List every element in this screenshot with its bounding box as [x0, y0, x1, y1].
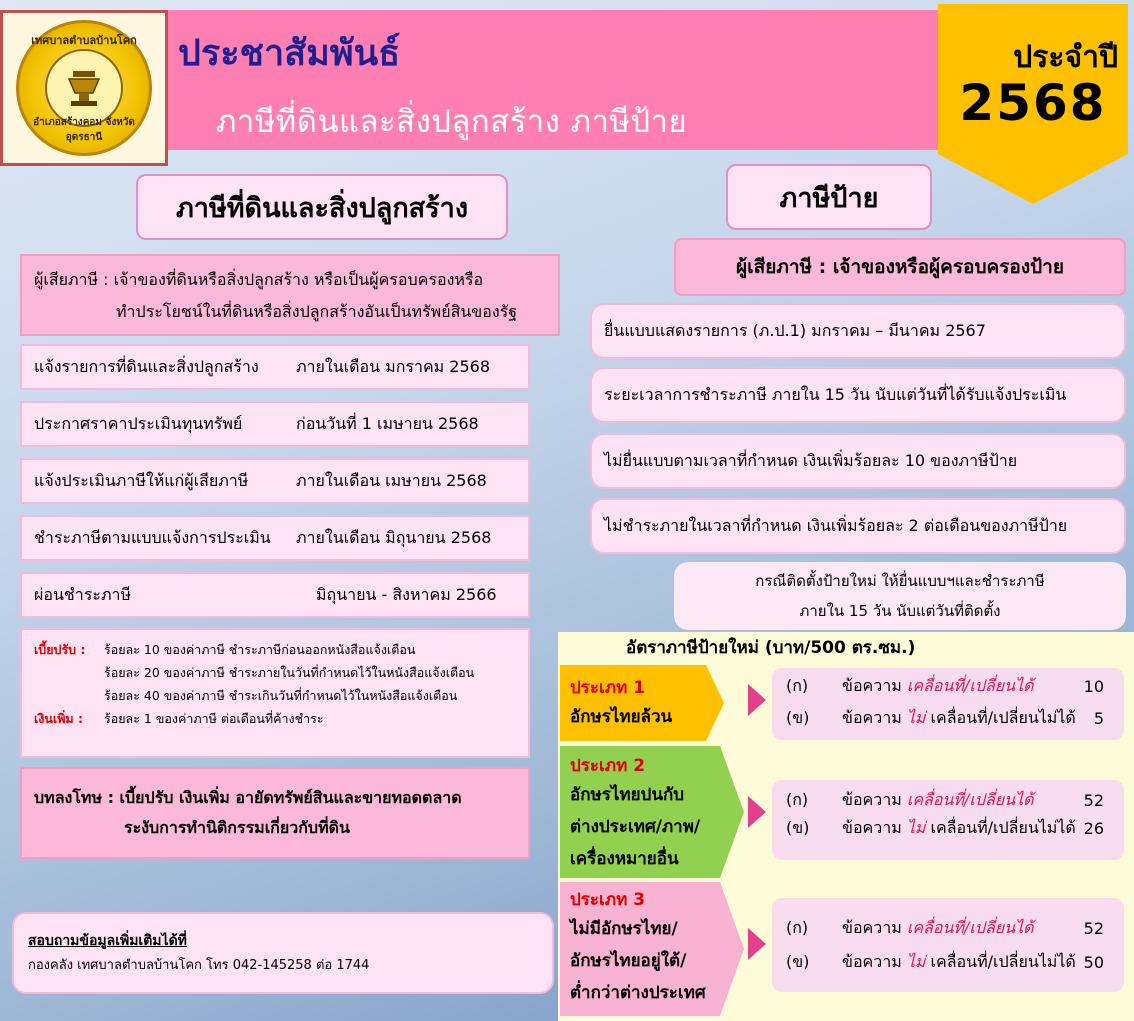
rate-prefix: ข้อความ: [842, 951, 902, 971]
sign-rule: ไม่ยื่นแบบตามเวลาที่กำหนด เงินเพิ่มร้อยละ 10 ของภาษีป้าย: [590, 433, 1126, 489]
surcharge-label: เงินเพิ่ม :: [34, 711, 84, 726]
rate-code: (ข): [786, 817, 810, 837]
schedule-when: ก่อนวันที่ 1 เมษายน 2568: [296, 413, 479, 433]
rate-line: [786, 706, 1110, 730]
page-subtitle: ภาษีที่ดินและสิ่งปลูกสร้าง ภาษีป้าย: [216, 104, 688, 140]
schedule-item: แจ้งรายการที่ดินและสิ่งปลูกสร้าง: [34, 356, 259, 376]
category-desc: อักษรไทยล้วน: [570, 707, 673, 727]
rate-highlight: เคลื่อนที่/เปลี่ยนได้: [906, 675, 1034, 695]
rate-value: 52: [1083, 918, 1104, 938]
sign-rule: ระยะเวลาการชำระภาษี ภายใน 15 วัน นับแต่วันที่ได้รับแจ้งประเมิน: [590, 367, 1126, 423]
rate-code: (ก): [786, 789, 809, 809]
rate-code: (ข): [786, 707, 810, 727]
rate-rest: เคลื่อนที่/เปลี่ยนไม่ได้: [930, 707, 1076, 727]
rate-value: 50: [1083, 952, 1104, 972]
schedule-item: แจ้งประเมินภาษีให้แก่ผู้เสียภาษี: [34, 470, 249, 490]
rate-code: (ก): [786, 917, 809, 937]
sign-rule: ยื่นแบบแสดงรายการ (ภ.ป.1) มกราคม – มีนาคม 2567: [590, 303, 1126, 359]
category-desc: ต่างประเทศ/ภาพ/: [570, 817, 701, 837]
contact-detail: กองคลัง เทศบาลตำบลบ้านโคก โทร 042-145258 ต่อ 1744: [28, 958, 370, 973]
year-value: 2568: [959, 74, 1107, 132]
penalty-box: [20, 628, 530, 758]
schedule-item: ชำระภาษีตามแบบแจ้งการประเมิน: [34, 527, 271, 547]
category-name: ประเภท 2: [570, 756, 646, 776]
year-label: ประจำปี: [1013, 40, 1118, 75]
land-tax-heading: ภาษีที่ดินและสิ่งปลูกสร้าง: [136, 174, 508, 240]
rate-code: (ก): [786, 675, 809, 695]
schedule-when: ภายในเดือน เมษายน 2568: [296, 470, 487, 490]
logo-text-top: เทศบาลตำบลบ้านโคก: [31, 34, 137, 47]
rate-value: 52: [1083, 790, 1104, 810]
rate-highlight: เคลื่อนที่/เปลี่ยนได้: [906, 917, 1034, 937]
rate-prefix: ข้อความ: [842, 675, 902, 695]
rate-title: อัตราภาษีป้ายใหม่ (บาท/500 ตร.ซม.): [626, 638, 916, 658]
category-3-rates: [772, 898, 1124, 992]
punishment-box: [20, 767, 530, 859]
land-tax-payer-line2: ทำประโยชน์ในที่ดินหรือสิ่งปลูกสร้างอันเป็นทรัพย์สินของรัฐ: [116, 302, 518, 321]
municipal-seal-icon: [16, 20, 152, 156]
rate-value: 5: [1093, 708, 1104, 728]
category-desc: อักษรไทยอยู่ใต้/: [570, 951, 687, 971]
schedule-row: [20, 344, 530, 390]
penalty-item: ร้อยละ 40 ของค่าภาษี ชำระเกินวันที่กำหนดไว้ในหนังสือแจ้งเตือน: [104, 688, 458, 703]
contact-box: [12, 912, 554, 994]
schedule-item: ผ่อนชำระภาษี: [34, 584, 132, 604]
new-sign-note: [674, 562, 1126, 630]
schedule-row: [20, 572, 530, 618]
rate-highlight: ไม่: [906, 951, 926, 971]
category-1-labels: [570, 674, 672, 733]
rate-highlight: ไม่: [906, 817, 926, 837]
rate-value: 10: [1083, 676, 1104, 696]
rate-line: [786, 788, 1110, 812]
punishment-line2: ระงับการทำนิติกรรมเกี่ยวกับที่ดิน: [124, 818, 350, 837]
category-desc: เครื่องหมายอื่น: [570, 849, 679, 869]
penalty-item: ร้อยละ 20 ของค่าภาษี ชำระภายในวันที่กำหนดไว้ในหนังสือแจ้งเตือน: [104, 665, 475, 680]
schedule-item: ประกาศราคาประเมินทุนทรัพย์: [34, 413, 243, 433]
rate-rest: เคลื่อนที่/เปลี่ยนไม่ได้: [930, 951, 1076, 971]
rate-highlight: เคลื่อนที่/เปลี่ยนได้: [906, 789, 1034, 809]
new-sign-line1: กรณีติดตั้งป้ายใหม่ ให้ยื่นแบบฯและชำระภาษี: [755, 572, 1045, 590]
rate-prefix: ข้อความ: [842, 817, 902, 837]
category-name: ประเภท 1: [570, 678, 646, 698]
category-desc: อักษรไทยปนกับ: [570, 785, 685, 805]
page-title: ประชาสัมพันธ์: [178, 33, 401, 74]
rate-line: [786, 674, 1110, 698]
rate-prefix: ข้อความ: [842, 789, 902, 809]
category-desc: ไม่มีอักษรไทย/: [570, 919, 678, 939]
schedule-row: [20, 515, 530, 561]
right-triangle-arrow-icon: [748, 928, 766, 960]
rate-line: [786, 816, 1110, 840]
right-triangle-arrow-icon: [748, 684, 766, 716]
land-tax-payer-box: [20, 254, 560, 336]
category-3-labels: [570, 886, 706, 1009]
rate-rest: เคลื่อนที่/เปลี่ยนไม่ได้: [930, 817, 1076, 837]
right-triangle-arrow-icon: [748, 796, 766, 828]
rate-line: [786, 950, 1110, 974]
rate-prefix: ข้อความ: [842, 707, 902, 727]
rate-highlight: ไม่: [906, 707, 926, 727]
logo-text-bottom: อำเภอสร้างคอม จังหวัดอุดรธานี: [33, 117, 135, 143]
sign-rule: ไม่ชำระภายในเวลาที่กำหนด เงินเพิ่มร้อยละ 2 ต่อเดือนของภาษีป้าย: [590, 498, 1126, 554]
schedule-when: ภายในเดือน มกราคม 2568: [296, 356, 491, 376]
category-1-rates: [772, 668, 1124, 740]
schedule-row: [20, 401, 530, 447]
category-desc: ต่ำกว่าต่างประเทศ: [570, 983, 706, 1003]
rate-prefix: ข้อความ: [842, 917, 902, 937]
schedule-when: มิถุนายน - สิงหาคม 2566: [316, 584, 497, 604]
category-name: ประเภท 3: [570, 890, 646, 910]
schedule-when: ภายในเดือน มิถุนายน 2568: [296, 527, 492, 547]
logo-box: [0, 10, 168, 166]
new-sign-line2: ภายใน 15 วัน นับแต่วันที่ติดตั้ง: [799, 602, 1001, 620]
punishment-line1: บทลงโทษ : เบี้ยปรับ เงินเพิ่ม อายัดทรัพย์สินและขายทอดตลาด: [34, 788, 462, 807]
rate-line: [786, 916, 1110, 940]
land-tax-payer-line1: ผู้เสียภาษี : เจ้าของที่ดินหรือสิ่งปลูกสร้าง หรือเป็นผู้ครอบครองหรือ: [34, 270, 484, 289]
contact-heading: สอบถามข้อมูลเพิ่มเติมได้ที่: [28, 933, 187, 949]
category-2-rates: [772, 780, 1124, 860]
surcharge-item: ร้อยละ 1 ของค่าภาษี ต่อเดือนที่ค้างชำระ: [104, 711, 324, 726]
rate-code: (ข): [786, 951, 810, 971]
schedule-row: [20, 458, 530, 504]
category-2-labels: [570, 752, 700, 875]
sign-tax-heading: ภาษีป้าย: [726, 164, 932, 230]
rate-value: 26: [1083, 818, 1104, 838]
penalty-label: เบี้ยปรับ :: [34, 642, 86, 657]
penalty-item: ร้อยละ 10 ของค่าภาษี ชำระภาษีก่อนออกหนังสือแจ้งเตือน: [104, 642, 416, 657]
year-flag: [938, 4, 1128, 204]
sign-tax-payer: ผู้เสียภาษี : เจ้าของหรือผู้ครอบครองป้าย: [674, 238, 1126, 296]
